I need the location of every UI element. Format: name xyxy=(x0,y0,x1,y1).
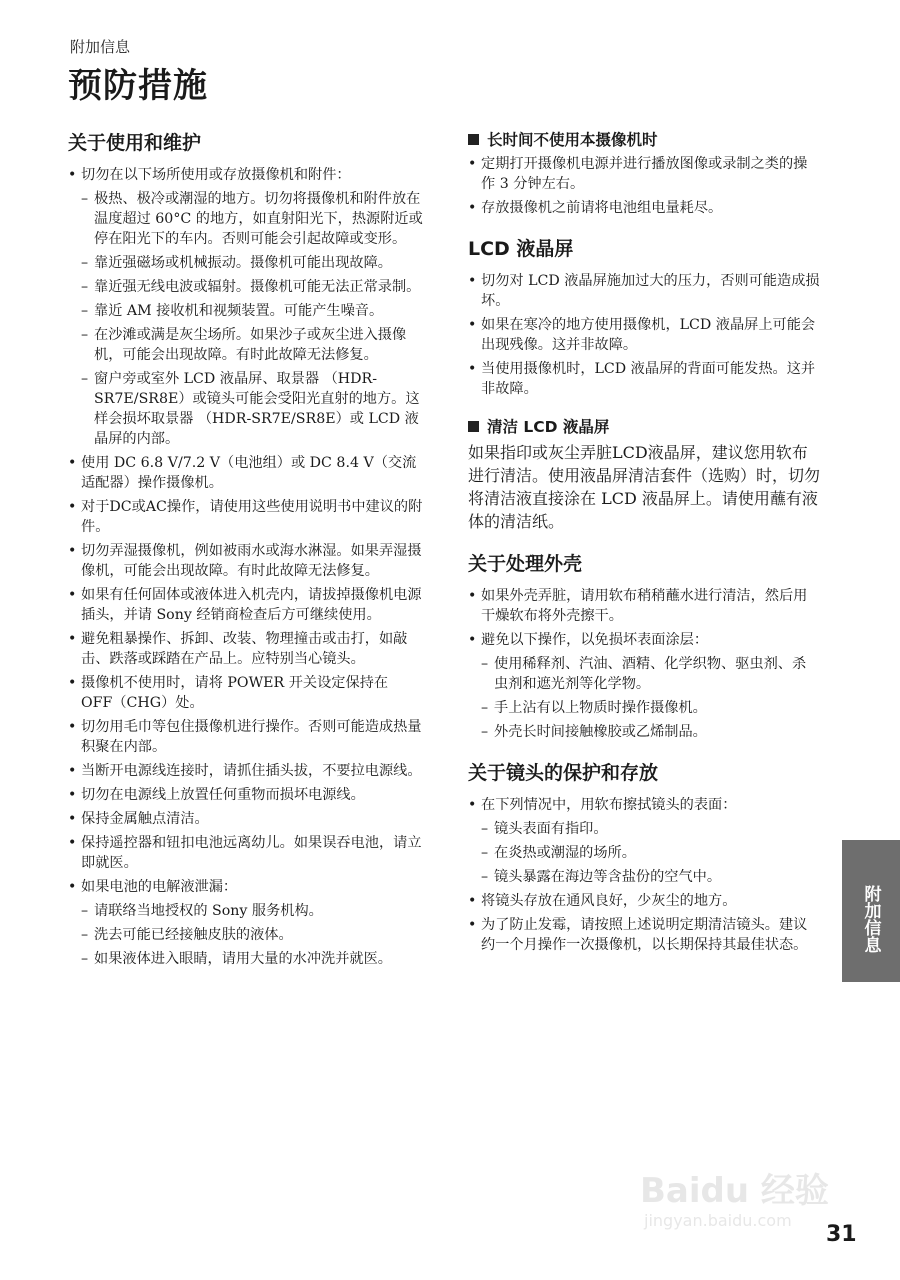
list-item: • 如果在寒冷的地方使用摄像机，LCD 液晶屏上可能会出现残像。这并非故障。 xyxy=(468,315,820,355)
section-casing xyxy=(468,549,820,742)
list-item: • 当断开电源线连接时，请抓住插头拔，不要拉电源线。 xyxy=(68,761,423,781)
list-item: • 为了防止发霉，请按照上述说明定期清洁镜头。建议约一个月操作一次摄像机，以长期保持其最佳状态。 xyxy=(468,915,820,955)
sub-list-item: – 在炎热或潮湿的场所。 xyxy=(468,843,820,863)
sub-list-item: – 镜头暴露在海边等含盐份的空气中。 xyxy=(468,867,820,887)
sub-list-item: – 靠近强磁场或机械振动。摄像机可能出现故障。 xyxy=(68,253,423,273)
heading-long-unused xyxy=(468,128,820,150)
sub-list-item: – 窗户旁或室外 LCD 液晶屏、取景器 （HDR-SR7E/SR8E）或镜头可能会受阳光直射的地方。这样会损坏取景器 （HDR-SR7E/SR8E）或 LCD 液晶屏的内部。 xyxy=(68,369,423,449)
heading-lcd-clean xyxy=(468,415,820,437)
list-item: • 当使用摄像机时，LCD 液晶屏的背面可能发热。这并非故障。 xyxy=(468,359,820,399)
page-number: 31 xyxy=(826,1222,857,1247)
use-maintenance-list xyxy=(68,165,423,969)
square-bullet-icon xyxy=(468,134,479,145)
sub-list-item: – 洗去可能已经接触皮肤的液体。 xyxy=(68,925,423,945)
heading-lcd: LCD 液晶屏 xyxy=(468,238,574,260)
heading-casing: 关于处理外壳 xyxy=(468,553,583,575)
section-long-unused xyxy=(468,128,820,218)
list-item: • 切勿对 LCD 液晶屏施加过大的压力，否则可能造成损坏。 xyxy=(468,271,820,311)
list-item: • 如果电池的电解液泄漏： xyxy=(68,877,423,897)
sub-list-item: – 极热、极冷或潮湿的地方。切勿将摄像机和附件放在温度超过 60°C 的地方，如直射阳光下，热源附近或停在阳光下的车内。否则可能会引起故障或变形。 xyxy=(68,189,423,249)
left-column xyxy=(68,128,423,973)
side-tab-label: 附加信息 xyxy=(860,885,881,953)
list-item: • 切勿用毛巾等包住摄像机进行操作。否则可能造成热量积聚在内部。 xyxy=(68,717,423,757)
section-lens xyxy=(468,758,820,955)
heading-long-unused-text: 长时间不使用本摄像机时 xyxy=(487,131,658,149)
list-item: • 使用 DC 6.8 V/7.2 V（电池组）或 DC 8.4 V（交流适配器）操作摄像机。 xyxy=(68,453,423,493)
list-item: • 保持遥控器和钮扣电池远离幼儿。如果误吞电池，请立即就医。 xyxy=(68,833,423,873)
heading-lcd-clean-text: 清洁 LCD 液晶屏 xyxy=(487,418,610,436)
right-column xyxy=(468,128,820,971)
sub-list-item: – 如果液体进入眼睛，请用大量的水冲洗并就医。 xyxy=(68,949,423,969)
page-title: 预防措施 xyxy=(68,66,208,106)
list-item: • 避免粗暴操作、拆卸、改装、物理撞击或击打，如敲击、跌落或踩踏在产品上。应特别当心镜头。 xyxy=(68,629,423,669)
sub-list-item: – 外壳长时间接触橡胶或乙烯制品。 xyxy=(468,722,820,742)
sub-list-item: – 靠近 AM 接收机和视频装置。可能产生噪音。 xyxy=(68,301,423,321)
heading-use-maintenance: 关于使用和维护 xyxy=(68,132,202,154)
list-item: • 对于DC或AC操作，请使用这些使用说明书中建议的附件。 xyxy=(68,497,423,537)
list-item: • 定期打开摄像机电源并进行播放图像或录制之类的操作 3 分钟左右。 xyxy=(468,154,820,194)
list-item: • 切勿在以下场所使用或存放摄像机和附件： xyxy=(68,165,423,185)
watermark-logo: Baidu 经验 xyxy=(640,1171,829,1211)
list-item: • 切勿弄湿摄像机，例如被雨水或海水淋湿。如果弄湿摄像机，可能会出现故障。有时此故障无法修复。 xyxy=(68,541,423,581)
sub-list-item: – 镜头表面有指印。 xyxy=(468,819,820,839)
list-item: • 如果有任何固体或液体进入机壳内，请拔掉摄像机电源插头，并请 Sony 经销商检查后方可继续使用。 xyxy=(68,585,423,625)
list-item: • 在下列情况中，用软布擦拭镜头的表面： xyxy=(468,795,820,815)
list-item: • 如果外壳弄脏，请用软布稍稍蘸水进行清洁，然后用干燥软布将外壳擦干。 xyxy=(468,586,820,626)
square-bullet-icon xyxy=(468,421,479,432)
sub-list-item: – 靠近强无线电波或辐射。摄像机可能无法正常录制。 xyxy=(68,277,423,297)
list-item: • 存放摄像机之前请将电池组电量耗尽。 xyxy=(468,198,820,218)
list-item: • 摄像机不使用时，请将 POWER 开关设定保持在 OFF（CHG）处。 xyxy=(68,673,423,713)
heading-lens: 关于镜头的保护和存放 xyxy=(468,762,659,784)
watermark-url: jingyan.baidu.com xyxy=(644,1211,792,1230)
section-label: 附加信息 xyxy=(70,38,131,56)
sub-list-item: – 在沙滩或满是灰尘场所。如果沙子或灰尘进入摄像机，可能会出现故障。有时此故障无法修复。 xyxy=(68,325,423,365)
list-item: • 避免以下操作，以免损坏表面涂层： xyxy=(468,630,820,650)
watermark xyxy=(640,1145,840,1255)
sub-list-item: – 手上沾有以上物质时操作摄像机。 xyxy=(468,698,820,718)
lcd-clean-paragraph: 如果指印或灰尘弄脏LCD液晶屏，建议您用软布进行清洁。使用液晶屏清洁套件（选购）时，切勿将清洁液直接涂在 LCD 液晶屏上。请使用蘸有液体的清洁纸。 xyxy=(468,443,821,531)
list-item: • 将镜头存放在通风良好，少灰尘的地方。 xyxy=(468,891,820,911)
section-lcd xyxy=(468,234,820,399)
list-item: • 切勿在电源线上放置任何重物而损坏电源线。 xyxy=(68,785,423,805)
list-item: • 保持金属触点清洁。 xyxy=(68,809,423,829)
section-lcd-clean xyxy=(468,415,820,533)
sub-list-item: – 使用稀释剂、汽油、酒精、化学织物、驱虫剂、杀虫剂和遮光剂等化学物。 xyxy=(468,654,820,694)
sub-list-item: – 请联络当地授权的 Sony 服务机构。 xyxy=(68,901,423,921)
